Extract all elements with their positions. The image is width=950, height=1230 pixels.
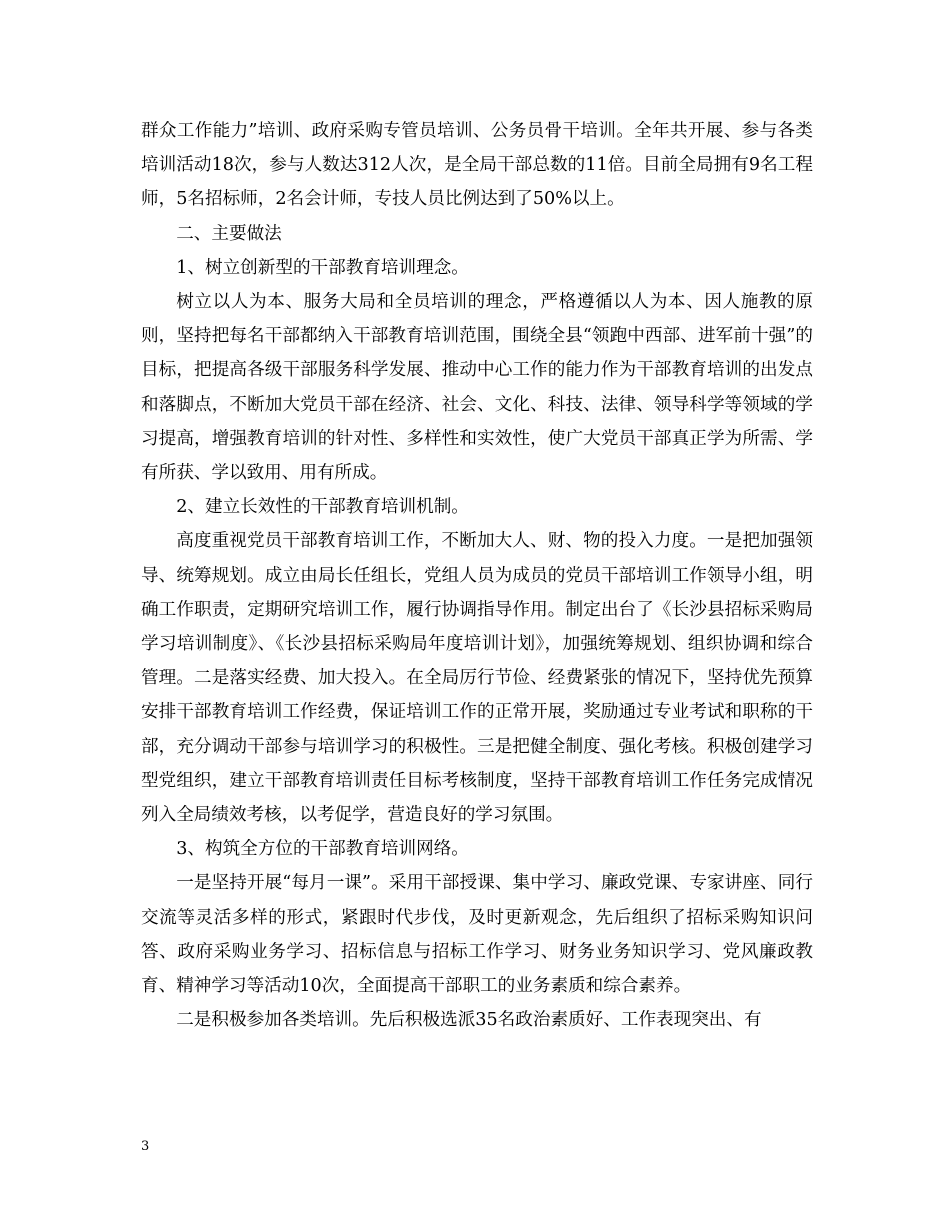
subheading-innovative-concept: 1、树立创新型的干部教育培训理念。: [176, 257, 469, 278]
paragraph-training-summary: 群众工作能力”培训、政府采购专管员培训、公务员骨干培训。全年共开展、参与各类培训活动18次，参与人数达312人次，是全局干部总数的11倍。目前全局拥有9名工程师，5名招标师，2名会计师，专技人员比例达到了50%以上。: [141, 121, 813, 210]
subheading-training-network: 3、构筑全方位的干部教育培训网络。: [176, 839, 469, 860]
page-number: 3: [141, 1139, 150, 1154]
section-heading-main-practices: 二、主要做法: [176, 223, 282, 244]
paragraph-monthly-lesson: 一是坚持开展“每月一课”。采用干部授课、集中学习、廉政党课、专家讲座、同行交流等灵活多样的形式，紧跟时代步伐，及时更新观念，先后组织了招标采购知识问答、政府采购业务学习、招标信息与招标工作学习、财务业务知识学习、党风廉政教育、精神学习等活动10次，全面提高干部职工的业务素质和综合素养。: [141, 873, 813, 997]
paragraph-various-trainings: 二是积极参加各类培训。先后积极选派35名政治素质好、工作表现突出、有: [176, 1010, 762, 1031]
subheading-long-term-mechanism: 2、建立长效性的干部教育培训机制。: [176, 497, 469, 518]
document-body: [141, 114, 813, 1037]
paragraph-innovative-concept: 树立以人为本、服务大局和全员培训的理念，严格遵循以人为本、因人施教的原则，坚持把每名干部都纳入干部教育培训范围，围绕全县“领跑中西部、进军前十强”的目标，把提高各级干部服务科学发展、推动中心工作的能力作为干部教育培训的出发点和落脚点，不断加大党员干部在经济、社会、文化、科技、法律、领导科学等领域的学习提高，增强教育培训的针对性、多样性和实效性，使广大党员干部真正学为所需、学有所获、学以致用、用有所成。: [141, 292, 813, 484]
paragraph-long-term-mechanism: 高度重视党员干部教育培训工作，不断加大人、财、物的投入力度。一是把加强领导、统筹规划。成立由局长任组长，党组人员为成员的党员干部培训工作领导小组，明确工作职责，定期研究培训工作，履行协调指导作用。制定出台了《长沙县招标采购局学习培训制度》、《长沙县招标采购局年度培训计划》，加强统筹规划、组织协调和综合管理。二是落实经费、加大投入。在全局厉行节俭、经费紧张的情况下，坚持优先预算安排干部教育培训工作经费，保证培训工作的正常开展，奖励通过专业考试和职称的干部，充分调动干部参与培训学习的积极性。三是把健全制度、强化考核。积极创建学习型党组织，建立干部教育培训责任目标考核制度，坚持干部教育培训工作任务完成情况列入全局绩效考核，以考促学，营造良好的学习氛围。: [141, 531, 813, 826]
